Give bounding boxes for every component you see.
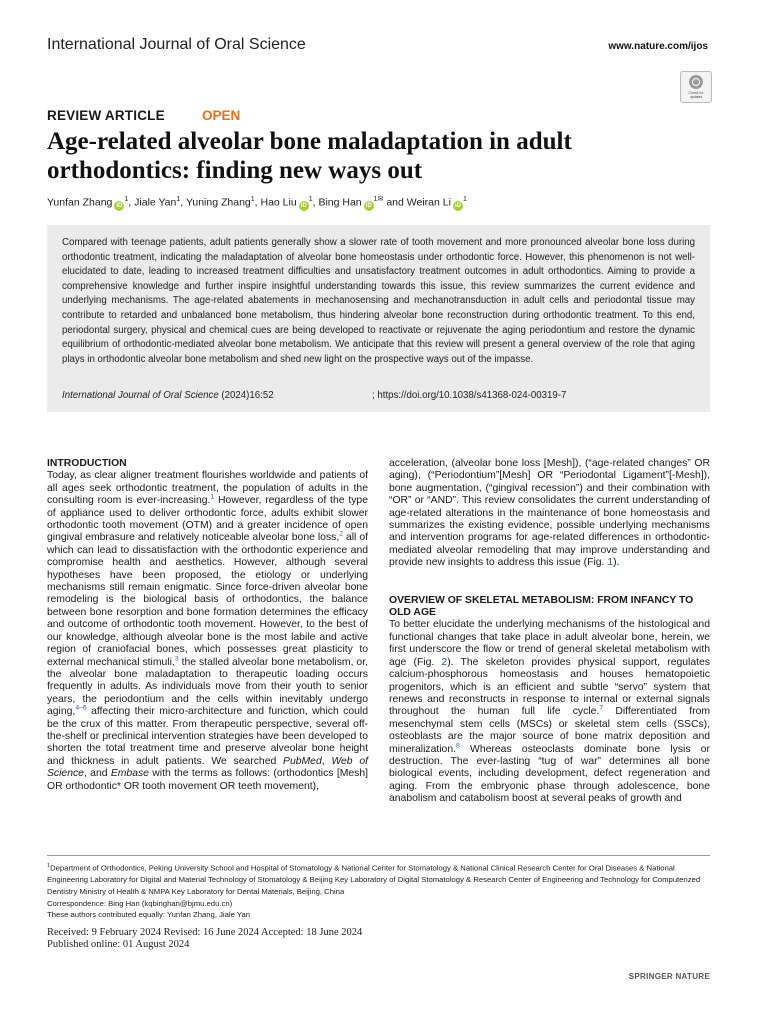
- contribution-footnote: These authors contributed equally: Yunfan Zhang, Jiale Yan: [47, 910, 251, 920]
- text-run: acceleration, (alveolar bone loss [Mesh]), (“age-related changes” OR aging), (“Periodontium”[Mesh] OR “Periodontal Ligament”[-Mesh]), bone augmentation, (“gingival recession”) and their combination with “OR” or “AND”. This review consolidates the current understanding of age-related alterations in the maintenance of bone homeostasis and summarizes the existing evidence, possible underlying mechanisms and intervention programs for age-related differences in orthodontic-mediated alveolar remodeling that may improve understanding and provide new insights to address this issue (Fig.: [389, 458, 710, 569]
- figure-link[interactable]: 2: [441, 656, 448, 668]
- affiliation-marker: 1: [176, 196, 181, 203]
- author-name[interactable]: Yunfan Zhang: [47, 196, 113, 209]
- text-run: To better elucidate the underlying mechanisms of the histological and functional changes that take place in adult alveolar bone, herein, we first underscore the flow or trend of general skeletal metabolism with age (Fig.: [389, 619, 710, 668]
- badge-line-2: updates: [689, 95, 703, 99]
- overview-paragraph: [389, 619, 710, 805]
- text-run: ). The skeleton provides physical support, regulates calcium-phosphorous homeostasis and houses hematopoietic progenitors, which is an efficient and subtle “servo” system that renews and reconstructs in response to internal or external signals throughout the human full life cycle.: [389, 656, 710, 718]
- author-name[interactable]: Bing Han: [318, 196, 362, 209]
- database-name: PubMed: [283, 755, 322, 767]
- badge-text: [689, 91, 704, 99]
- open-access-label: OPEN: [202, 108, 241, 123]
- check-updates-icon: [689, 75, 703, 89]
- reference-link[interactable]: 1: [210, 493, 215, 501]
- author-list: [47, 195, 467, 211]
- section-heading-overview: OVERVIEW OF SKELETAL METABOLISM: FROM INFANCY TO OLD AGE: [389, 594, 694, 619]
- footnotes: [47, 861, 710, 921]
- correspondence-footnote: Correspondence: Bing Han (kqbinghan@bjmu.edu.cn): [47, 898, 233, 908]
- reference-link[interactable]: 8: [456, 742, 460, 750]
- introduction-paragraph: [47, 470, 368, 793]
- figure-link[interactable]: 1: [607, 557, 614, 569]
- database-name: Embase: [110, 768, 149, 780]
- check-for-updates-badge[interactable]: [680, 71, 712, 103]
- journal-url-link[interactable]: www.nature.com/ijos: [608, 41, 708, 52]
- publisher-logo: SPRINGER NATURE: [628, 972, 710, 981]
- citation-volume: (2024)16:52: [218, 390, 274, 401]
- author-name[interactable]: Yuning Zhang: [185, 196, 251, 209]
- author-name[interactable]: Jiale Yan: [134, 196, 177, 209]
- text-run: Today, as clear aligner treatment flourishes worldwide and patients of all ages seek orthodontic treatment, the population of adults in the consulting room is ever-increasing.: [47, 470, 368, 507]
- abstract-text: Compared with teenage patients, adult patients generally show a slower rate of tooth movement and more pronounced alveolar bone loss during orthodontic treatment, indicating the maladaptation of alveolar bone homeostasis under orthodontic force. However, this phenomenon is not well-elucidated to date, leading to increased treatment difficulties and unsatisfactory treatment outcomes in adult orthodontics. Aiming to provide a comprehensive knowledge and further inspire insightful understanding towards this issue, this review summarizes the current evidence and underlying mechanisms. The age-related abatements in mechanosensing and mechanotransduction in adult cells and periodontal tissue may contribute to retarded and unbalanced bone metabolism, thus hindering alveolar bone reconstruction during orthodontic treatment. To this end, periodontal surgery, physical and chemical cues are being developed to reactivate or rejuvenate the aging periodontium and restore the dynamic equilibrium of orthodontic-mediated alveolar bone metabolism. We anticipate that this review will present a general overview of the role that aging plays in orthodontic alveolar bone metabolism and shed new light on the prospective ways out of the impasse.: [62, 237, 695, 365]
- introduction-paragraph-continued: [389, 458, 710, 570]
- text-run: Whereas osteoclasts dominate bone lysis or destruction. The ever-lasting “tug of war” determines all bone biological events, including development, defect regeneration and aging. From the embryonic phase through adolescence, bone anabolism and catabolism boost at several peaks of growth and: [389, 743, 710, 805]
- doi-link[interactable]: ; https://doi.org/10.1038/s41368-024-00319-7: [372, 390, 567, 401]
- citation: [62, 390, 274, 401]
- text-run: , and: [83, 768, 111, 780]
- article-dates: [47, 927, 710, 952]
- text-run: affecting their micro-architecture and function, which could be the crux of this matter. From therapeutic perspective, several off-the-shelf or preclinical intervention strategies have been developed to shorten the total treatment time and preserve alveolar bone height and thickness in adult patients. We searched: [47, 706, 368, 767]
- text-run: with the terms as follows: (orthodontics [Mesh] OR orthodontic* OR tooth movement OR teeth movement),: [47, 768, 368, 792]
- reference-link[interactable]: 3: [174, 655, 179, 663]
- article-type-label: REVIEW ARTICLE: [47, 108, 165, 123]
- reference-link[interactable]: 2: [339, 530, 343, 538]
- text-run: the stalled alveolar bone metabolism, or, the alveolar bone maladaptation to therapeutic loading occurs frequently in adults. As individuals move from their youth to senior years, the periodontium and the cells within inevitably undergo aging,: [47, 656, 368, 718]
- affiliation-text: Department of Orthodontics, Peking University School and Hospital of Stomatology & National Center for Stomatology & National Clinical Research Center for Oral Diseases & National Engineering Laboratory for Digital and Material Technology of Stomatology & Beijing Key Laboratory of Digital Stomatology & Research Center of Engineering and Technology for Computerized Dentistry Ministry of Health & NMPA Key Laboratory for Dental Materials, Beijing, China: [47, 863, 701, 896]
- reference-link[interactable]: 4–6: [75, 704, 87, 712]
- author-separator: ,: [180, 196, 186, 209]
- badge-line-1: Check for: [688, 91, 704, 95]
- citation-journal: International Journal of Oral Science: [62, 390, 219, 401]
- text-run: ).: [613, 557, 620, 569]
- author-separator: ,: [254, 196, 261, 209]
- received-revised-accepted: Received: 9 February 2024 Revised: 16 June 2024 Accepted: 18 June 2024: [47, 927, 363, 938]
- author-separator: ,: [128, 196, 135, 209]
- article-title: Age-related alveolar bone maladaptation in adult orthodontics: finding new ways out: [47, 128, 572, 184]
- author-name[interactable]: Hao Liu: [260, 196, 297, 209]
- abstract-box: [47, 225, 710, 412]
- author-separator: and: [383, 196, 407, 209]
- footnote-divider: [47, 855, 710, 856]
- text-run: all of which can lead to dissatisfaction with the orthodontic experience and compromise health and aesthetics. However, although several hypotheses have been proposed, the etiology or underlying mechanisms still remain enigmatic. Since force-driven alveolar bone remodeling is the biological basis of orthodontics, the balance between bone resorption and bone formation determines the efficacy and outcome of orthodontic tooth movement. However, to the best of our knowledge, although alveolar bone is the most labile and active region of craniofacial bones, which possesses great plasticity to external mechanical stimuli,: [47, 532, 368, 668]
- orcid-icon[interactable]: iD: [365, 202, 372, 209]
- orcid-icon[interactable]: iD: [116, 202, 123, 209]
- author-name[interactable]: Weiran Li: [406, 196, 451, 209]
- reference-link[interactable]: 7: [599, 704, 604, 712]
- text-run: ,: [321, 755, 332, 767]
- affiliation-marker: 1: [308, 196, 313, 203]
- orcid-icon[interactable]: iD: [454, 202, 461, 209]
- affiliation-marker: 1✉: [373, 196, 384, 203]
- affiliation-marker: 1: [124, 196, 129, 203]
- author-separator: ,: [312, 196, 319, 209]
- text-run: Differentiated from mesenchymal stem cells (MSCs) or skeletal stem cells (SSCs), osteoblasts are the major source of bone matrix deposition and mineralization.: [389, 706, 710, 755]
- body-column-left: [47, 458, 368, 793]
- text-run: However, regardless of the type of appliance used to deliver orthodontic force, adults exhibit slower orthodontic tooth movement (OTM) and a greater incidence of open gingival embrasure and relatively noticeable alveolar bone loss,: [47, 495, 368, 544]
- body-column-right: [389, 458, 710, 806]
- journal-name: International Journal of Oral Science: [47, 36, 306, 53]
- affiliation-footnote: [47, 861, 710, 898]
- published-online: Published online: 01 August 2024: [47, 939, 190, 951]
- orcid-icon[interactable]: iD: [300, 202, 307, 209]
- section-heading-introduction: INTRODUCTION: [47, 458, 127, 469]
- affiliation-marker: 1: [250, 196, 255, 203]
- affiliation-marker: 1: [47, 863, 51, 869]
- database-name: Web of Science: [47, 755, 368, 780]
- affiliation-marker: 1: [462, 196, 467, 203]
